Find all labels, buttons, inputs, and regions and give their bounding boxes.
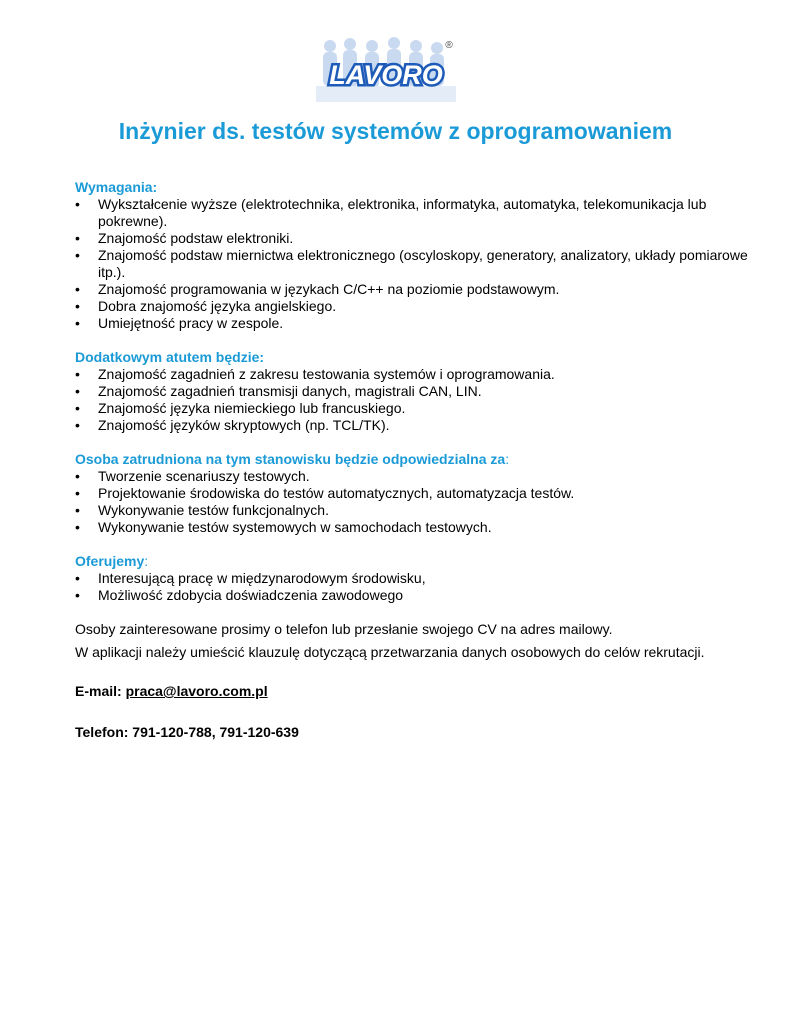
list-item: [75, 383, 765, 400]
closing-section: [75, 621, 765, 661]
list-item-text: Interesującą pracę w międzynarodowym środowisku,: [98, 570, 426, 586]
list-item-text: Tworzenie scenariuszy testowych.: [98, 468, 310, 484]
bullet-icon: •: [75, 366, 80, 382]
closing-paragraph-1: Osoby zainteresowane prosimy o telefon lub przesłanie swojego CV na adres mailowy.: [75, 621, 613, 637]
section-heading: [75, 179, 765, 196]
list-item-text: Znajomość programowania w językach C/C++ na poziomie podstawowym.: [98, 281, 560, 297]
section-heading-text: Osoba zatrudniona na tym stanowisku będzie odpowiedzialna za: [75, 451, 506, 467]
list-item: [75, 400, 765, 417]
section-heading-text: Oferujemy: [75, 553, 145, 569]
svg-text:LAVORO: LAVORO: [329, 60, 443, 90]
bullet-icon: •: [75, 400, 80, 416]
list-item: [75, 281, 765, 298]
list-item: [75, 570, 765, 587]
list-item-text: Znajomość języków skryptowych (np. TCL/TK).: [98, 417, 390, 433]
list-item: [75, 519, 765, 536]
section-heading: [75, 451, 765, 468]
list-item-text: Znajomość podstaw elektroniki.: [98, 230, 294, 246]
bullet-icon: •: [75, 315, 80, 331]
list-item-text: Wykonywanie testów systemowych w samochodach testowych.: [98, 519, 492, 535]
phone-number: 791-120-788, 791-120-639: [132, 724, 299, 740]
list-item: [75, 485, 765, 502]
bullet-icon: •: [75, 281, 80, 297]
list-item-text: Możliwość zdobycia doświadczenia zawodowego: [98, 587, 404, 603]
bullet-icon: •: [75, 519, 80, 535]
email-link[interactable]: praca@lavoro.com.pl: [125, 683, 268, 699]
svg-text:®: ®: [445, 40, 453, 51]
lavoro-logo-graphic: [316, 36, 456, 102]
page-title: Inżynier ds. testów systemów z oprogramowaniem: [118, 118, 673, 144]
bullet-icon: •: [75, 468, 80, 484]
list-item-text: Znajomość zagadnień z zakresu testowania systemów i oprogramowania.: [98, 366, 555, 382]
phone-label: Telefon:: [75, 724, 133, 740]
bullet-list: [75, 570, 765, 604]
bullet-icon: •: [75, 230, 80, 246]
list-item: [75, 468, 765, 485]
phone-line: [75, 724, 765, 741]
bullet-icon: •: [75, 298, 80, 314]
list-item-text: Wykonywanie testów funkcjonalnych.: [98, 502, 329, 518]
list-item: [75, 247, 765, 281]
section-heading: [75, 349, 765, 366]
bullet-icon: •: [75, 502, 80, 518]
sections-container: [75, 179, 765, 604]
list-item-text: Znajomość zagadnień transmisji danych, magistrali CAN, LIN.: [98, 383, 482, 399]
bullet-list: [75, 468, 765, 536]
section-heading-text: Wymagania:: [75, 179, 158, 195]
bullet-icon: •: [75, 417, 80, 433]
list-item-text: Znajomość podstaw miernictwa elektronicznego (oscyloskopy, generatory, analizatory, układy pomiarowe itp.).: [98, 247, 748, 280]
bullet-icon: •: [75, 587, 80, 603]
section-0: [75, 179, 765, 332]
bullet-icon: •: [75, 383, 80, 399]
email-label: E-mail:: [75, 683, 126, 699]
bullet-icon: •: [75, 196, 80, 212]
list-item-text: Znajomość języka niemieckiego lub francuskiego.: [98, 400, 406, 416]
list-item-text: Wykształcenie wyższe (elektrotechnika, elektronika, informatyka, automatyka, telekomunikacja lub pokrewne).: [98, 196, 707, 229]
list-item-text: Umiejętność pracy w zespole.: [98, 315, 284, 331]
bullet-icon: •: [75, 570, 80, 586]
email-line: [75, 683, 765, 700]
list-item: [75, 366, 765, 383]
section-heading-suffix: :: [505, 451, 510, 467]
company-logo: [316, 36, 456, 102]
section-3: [75, 553, 765, 604]
list-item: [75, 298, 765, 315]
section-1: [75, 349, 765, 434]
list-item: [75, 196, 765, 230]
bullet-icon: •: [75, 247, 80, 263]
list-item-text: Projektowanie środowiska do testów automatycznych, automatyzacja testów.: [98, 485, 575, 501]
list-item: [75, 587, 765, 604]
list-item: [75, 315, 765, 332]
section-heading-suffix: :: [144, 553, 149, 569]
job-description: [75, 179, 765, 741]
section-heading: [75, 553, 765, 570]
list-item: [75, 417, 765, 434]
section-2: [75, 451, 765, 536]
bullet-icon: •: [75, 485, 80, 501]
list-item-text: Dobra znajomość języka angielskiego.: [98, 298, 337, 314]
closing-paragraph-2: W aplikacji należy umieścić klauzulę dotyczącą przetwarzania danych osobowych do celów rekrutacji.: [75, 644, 705, 660]
bullet-list: [75, 366, 765, 434]
bullet-list: [75, 196, 765, 332]
list-item: [75, 230, 765, 247]
section-heading-text: Dodatkowym atutem będzie:: [75, 349, 265, 365]
list-item: [75, 502, 765, 519]
